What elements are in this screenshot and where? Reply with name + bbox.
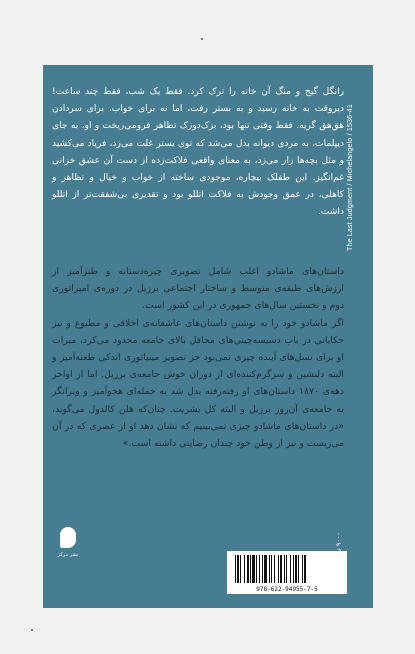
price-text: ۹۰۰۰ — [335, 532, 343, 547]
barcode-bar — [304, 555, 306, 583]
barcode-bar — [235, 555, 236, 583]
publisher-name: نشر مرکز — [57, 552, 79, 558]
barcode-bar — [274, 555, 275, 583]
barcode-bar — [286, 555, 287, 583]
barcode-bar — [256, 555, 257, 583]
barcode-bar — [250, 555, 251, 583]
barcode-bar — [252, 555, 255, 583]
barcode-bar — [278, 555, 279, 583]
barcode-bar — [259, 555, 260, 583]
barcode-bar — [237, 555, 239, 583]
barcode-bar — [290, 555, 291, 583]
speck-bottom — [31, 629, 33, 631]
excerpt-block — [52, 84, 344, 222]
summary-paragraph-2: اگر ماشادو خود را به نوشتن داستان‌های عاشقانه‌ی اخلاقی و مطبوع و نیز حکایاتی در باب دسیسه‌چینی‌های محافل بالای جامعه محدود می‌کرد، میراث او برای نسل‌های آینده چیزی نمی‌بود جز تصویر مینیاتوری اندکی طعنه‌آمیز و البته دلنشین و سرگرم‌کننده‌ای از دوران خوش جامعه‌ی برزیل. اما از اواخر دهه‌ی ۱۸۷۰ داستان‌های او رفته‌رفته بدل شد به حمله‌ای هجوآمیز و ویرانگر به جامعه‌ی آن‌روز برزیل و البته کل بشریت. چنان‌که هلن کالدول می‌گوید، «در داستان‌های ماشادو چیزی نمی‌بینیم که نشان دهد او از عصری که در آن می‌زیست و نیز از وطن خود چندان رضایتی داشته است.» — [52, 317, 345, 450]
barcode-bar — [262, 555, 263, 583]
barcode-bar — [295, 555, 297, 583]
barcode-bar — [280, 555, 282, 583]
barcode-bar — [302, 555, 303, 583]
excerpt-text: رانگل گیج و منگ آن خانه را ترک کرد. فقط یک شب، فقط چند ساعت! دیروقت به خانه رسید و به بستر رفت، اما نه برای خواب، برای سردادن هق‌هق گریه. فقط وقتی تنها بود، بزک‌دوزک تظاهر فرومی‌ریخت و او، به جای دیپلمات، به مردی دیوانه بدل می‌شد که توی بستر غلت می‌زد، فریاد می‌کشید و مثل بچه‌ها زار می‌زد، به معنای واقعی فلاکت‌زده از دست آن عشق خزانی غم‌انگیز. این طفلک بیچاره، موجودی ساخته از خواب و خیال و تظاهر و کاهلی، در عمق وجودش به فلاکت اتللو بود و تقدیری بی‌شفقت‌تر از اتللو داشت. — [52, 87, 344, 218]
barcode-bar — [244, 555, 245, 583]
artwork-credit — [339, 84, 361, 270]
barcode — [227, 551, 347, 594]
barcode-bar — [269, 555, 270, 583]
publisher-logo — [55, 525, 81, 577]
barcode-bar — [247, 555, 249, 583]
summary-block — [52, 263, 344, 452]
isbn-number: 978-622-94955-7-5 — [256, 586, 318, 593]
barcode-bar — [240, 555, 241, 583]
barcode-bars — [227, 551, 347, 585]
barcode-bar — [264, 555, 267, 583]
barcode-bar — [293, 555, 294, 583]
drop-logo-icon — [60, 527, 76, 548]
barcode-bar — [271, 555, 272, 583]
speck-top — [201, 38, 203, 40]
barcode-bar — [298, 555, 299, 583]
artwork-credit-text: The Last Judgment / Michelangelo / 1536-41 — [346, 103, 354, 251]
barcode-bar — [284, 555, 285, 583]
summary-paragraph-1: داستان‌های ماشادو اغلب شامل تصویری چیره‌دستانه و طنزآمیز از ارزش‌های طبقه‌ی متوسط و ساختار اجتماعی برزیل در دوره‌ی امپراتوری دوم و نخستین سال‌های جمهوری در این کشور است. — [52, 266, 344, 312]
